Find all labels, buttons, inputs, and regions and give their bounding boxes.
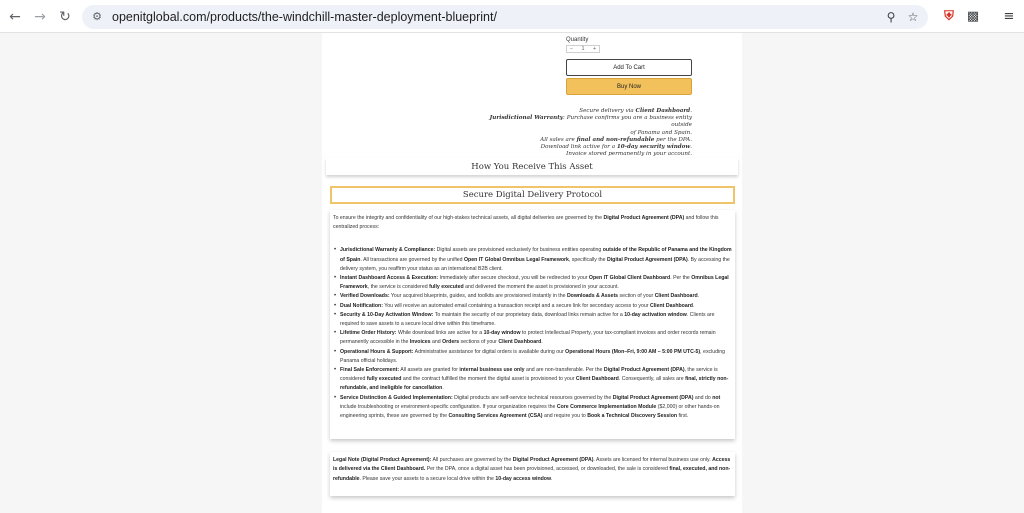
list-item-text: and require you to xyxy=(542,413,588,420)
list-item-text: 10-day window xyxy=(483,330,521,337)
list-item-text: Client Dashboard xyxy=(654,293,698,300)
delivery-protocol-card xyxy=(330,210,735,439)
list-item xyxy=(333,348,733,366)
protocol-title: Secure Digital Delivery Protocol xyxy=(330,186,735,204)
list-item-text: Consulting Services Agreement (CSA) xyxy=(448,413,543,420)
legal-note-text: . Assets are licensed for internal business use only. xyxy=(593,457,713,463)
legal-note-text: Access is delivered via the Client Dashboard. xyxy=(333,457,731,473)
list-item-text: . Consequently, all sales are xyxy=(618,376,686,383)
legal-note-text: . xyxy=(551,475,553,482)
url-text[interactable] xyxy=(112,10,497,24)
list-item-text: and do xyxy=(693,394,713,401)
address-bar[interactable] xyxy=(82,5,928,29)
list-item-text: Lifetime Order History: xyxy=(340,330,397,337)
list-item-text: Instant Dashboard Access & Execution: xyxy=(340,275,439,282)
buy-now-button[interactable]: Buy Now xyxy=(566,78,692,95)
reload-icon[interactable]: ↻ xyxy=(59,9,71,25)
list-item-text: Jurisdictional Warranty & Compliance: xyxy=(340,247,436,254)
list-item-text: not xyxy=(712,394,721,401)
list-item-text: Orders xyxy=(442,339,460,346)
list-item-text: sections of your xyxy=(459,339,499,346)
list-item-text: Digital Product Agreement (DPA) xyxy=(603,367,685,374)
list-item xyxy=(333,311,733,329)
list-item-text: All assets are granted for xyxy=(399,367,460,374)
list-item-text: . xyxy=(442,385,444,392)
star-icon[interactable]: ☆ xyxy=(907,10,919,24)
list-item-text: Operational Hours (Mon–Fri, 9:00 AM – 5:00 PM UTC-5) xyxy=(565,348,701,355)
puzzle-icon[interactable]: ▩ xyxy=(966,9,980,24)
card-intro xyxy=(333,214,733,232)
list-item-text: . All transactions are governed by the unified xyxy=(360,256,464,263)
secure-note-text: All sales are xyxy=(540,136,577,143)
list-item-text: . By accessing the delivery system, you reaffirm your status as an international B2B client. xyxy=(340,256,730,272)
reading-list-icon[interactable]: ≡ xyxy=(1003,9,1015,24)
secure-note-text: 10-day security window xyxy=(616,144,691,151)
list-item-text: While download links are active for a xyxy=(396,330,484,337)
url-path: /products/the-windchill-master-deployment-blueprint/ xyxy=(206,10,497,24)
list-item-text: Dual Notification: xyxy=(340,302,383,309)
list-item-text: Open IT Global Omnibus Legal Framework xyxy=(464,256,569,263)
list-item-text: outside of the Republic of Panama and the Kingdom of Spain xyxy=(340,247,732,263)
add-to-cart-button[interactable]: Add To Cart xyxy=(566,59,692,76)
card-list xyxy=(333,246,733,421)
tune-icon[interactable]: ⚙ xyxy=(92,10,102,23)
quantity-stepper[interactable] xyxy=(566,45,600,53)
zoom-icon[interactable]: ⚲ xyxy=(886,10,896,24)
shield-extension-icon[interactable]: ⛨ xyxy=(944,9,954,24)
card-intro-text: Digital Product Agreement (DPA) xyxy=(603,215,685,221)
secure-note-line xyxy=(470,130,692,137)
list-item-text: Omnibus Legal Framework xyxy=(340,275,729,291)
secure-note-text: Invoice stored permanently in your account. xyxy=(566,151,692,158)
list-item xyxy=(333,366,733,394)
arrow-right-icon[interactable]: → xyxy=(34,9,46,25)
legal-note-text: final, executed, and non-refundable xyxy=(333,466,731,482)
quantity-plus-button[interactable]: + xyxy=(593,46,596,52)
list-item xyxy=(333,302,733,311)
list-item-text: . xyxy=(541,339,543,346)
list-item-text: Administrative assistance for digital orders is available during our xyxy=(413,348,566,355)
quantity-value[interactable]: 1 xyxy=(581,46,585,52)
list-item-text: Client Dashboard xyxy=(498,339,542,346)
legal-note xyxy=(330,452,735,496)
card-intro-text: and follow this centralized process: xyxy=(333,215,719,231)
quantity-label: Quantity xyxy=(566,37,589,43)
list-item-text: Immediately after secure checkout, you will be redirected to your xyxy=(438,275,589,282)
list-item-text: Security & 10-Day Activation Window: xyxy=(340,311,434,318)
list-item-text: Client Dashboard xyxy=(575,376,619,383)
list-item-text: Invoices xyxy=(409,339,431,346)
secure-note-text: of Panama and Spain. xyxy=(630,129,692,136)
list-item-text: . Per the xyxy=(670,275,692,282)
secure-delivery-notes xyxy=(470,108,692,158)
list-item-text: , the service is considered xyxy=(340,367,718,383)
list-item-text: Service Distinction & Guided Implementation: xyxy=(340,394,453,401)
legal-note-text: . Please save your assets to a secure local drive within the xyxy=(359,475,496,482)
secure-note-text: Client Dashboard xyxy=(635,108,691,114)
legal-note-text: Digital Product Agreement (DPA) xyxy=(512,457,594,463)
list-item-text: Book a Technical Discovery Session xyxy=(587,413,678,420)
list-item-text: . xyxy=(692,302,695,309)
list-item-text: Verified Downloads: xyxy=(340,293,390,300)
list-item-text: 10-day activation window xyxy=(624,311,687,318)
list-item xyxy=(333,329,733,347)
list-item-text: Digital assets are provisioned exclusively for business entities operating xyxy=(435,247,603,254)
secure-note-text: . xyxy=(690,108,692,114)
list-item-text: final, strictly non-refundable, and ineligible for cancellation xyxy=(340,376,729,392)
list-item-text: and xyxy=(430,339,443,346)
list-item-text: and delivered the moment the asset is provisioned in your account. xyxy=(463,284,619,291)
list-item-text: include troubleshooting or environment-specific configuration. If your organization requires the xyxy=(340,403,557,410)
secure-note-text: . xyxy=(690,144,692,151)
list-item-text: , specifically the xyxy=(568,256,607,263)
list-item-text: and are non-transferable. Per the xyxy=(524,367,604,374)
list-item-text: , excluding Panama official holidays. xyxy=(340,348,725,364)
card-intro-text: To ensure the integrity and confidentiality of our high-stakes technical assets, all digital deliveries are governed by the xyxy=(333,215,604,221)
list-item-text: and the contract fulfilled the moment the digital asset is provisioned to your xyxy=(401,376,576,383)
list-item-text: Downloads & Assets xyxy=(566,293,619,300)
list-item xyxy=(333,246,733,274)
list-item-text: ($2,000) or other hands-on engineering sprints, these are governed by the xyxy=(340,403,720,420)
secure-note-text: Download link active for a xyxy=(540,144,617,151)
list-item-text: Operational Hours & Support: xyxy=(340,348,414,355)
list-item-text: fully executed xyxy=(366,376,402,383)
secure-note-text: final and non-refundable xyxy=(576,136,655,143)
secure-note-text: Jurisdictional Warranty xyxy=(489,115,564,122)
arrow-left-icon[interactable]: ← xyxy=(9,9,21,25)
list-item-text: You will receive an automated email containing a transaction receipt and a secure link for secondary access to your xyxy=(382,302,650,309)
secure-note-text: per the DPA. xyxy=(654,136,692,143)
list-item-text: . Clients are required to save assets to a secure local drive within this timeframe. xyxy=(340,311,715,328)
secure-note-line xyxy=(470,115,692,129)
legal-note-text: 10-day access window xyxy=(495,475,551,482)
list-item-text: Final Sale Enforcement: xyxy=(340,367,400,374)
list-item xyxy=(333,292,733,301)
list-item xyxy=(333,394,733,422)
list-item-text: fully executed xyxy=(429,284,464,291)
secure-note-line xyxy=(470,108,692,115)
quantity-minus-button[interactable]: − xyxy=(570,46,573,52)
browser-toolbar xyxy=(0,0,1024,33)
list-item-text: Digital Product Agreement (DPA) xyxy=(612,394,694,401)
list-item xyxy=(333,274,733,292)
list-item-text: internal business use only xyxy=(459,367,525,374)
list-item-text: To maintain the security of our proprietary data, download links remain active for a xyxy=(433,311,625,318)
list-item-text: first. xyxy=(677,413,689,420)
list-item-text: Client Dashboard xyxy=(649,302,693,309)
list-item-text: Digital products are self-service technical resources governed by the xyxy=(452,394,613,401)
legal-note-text: All purchases are governed by the xyxy=(431,457,513,463)
url-domain: openitglobal.com xyxy=(112,10,207,24)
secure-note-text: : Purchase confirms you are a business entity outside xyxy=(563,115,692,129)
secure-note-line xyxy=(470,144,692,151)
list-item-text: Open IT Global Client Dashboard xyxy=(588,275,671,282)
list-item-text: Digital Product Agreement (DPA) xyxy=(606,256,688,263)
secure-note-line xyxy=(470,137,692,144)
list-item-text: , the service is considered xyxy=(367,284,430,291)
list-item-text: section of your xyxy=(618,293,655,300)
list-item-text: . xyxy=(697,293,700,300)
list-item-text: Your acquired blueprints, guides, and toolkits are provisioned instantly in the xyxy=(389,293,567,300)
section-title: How You Receive This Asset xyxy=(326,158,738,175)
list-item-text: to protect Intellectual Property, your tax-compliant invoices and order records remain permanently accessible in the xyxy=(340,330,716,346)
legal-note-text: Per the DPA, once a digital asset has been provisioned, accessed, or downloaded, the sale is considered xyxy=(425,466,670,473)
secure-note-text: Secure delivery via xyxy=(579,108,636,114)
legal-note-text: Legal Note (Digital Product Agreement): xyxy=(333,457,432,463)
list-item-text: Core Commerce Implementation Module xyxy=(556,403,657,410)
